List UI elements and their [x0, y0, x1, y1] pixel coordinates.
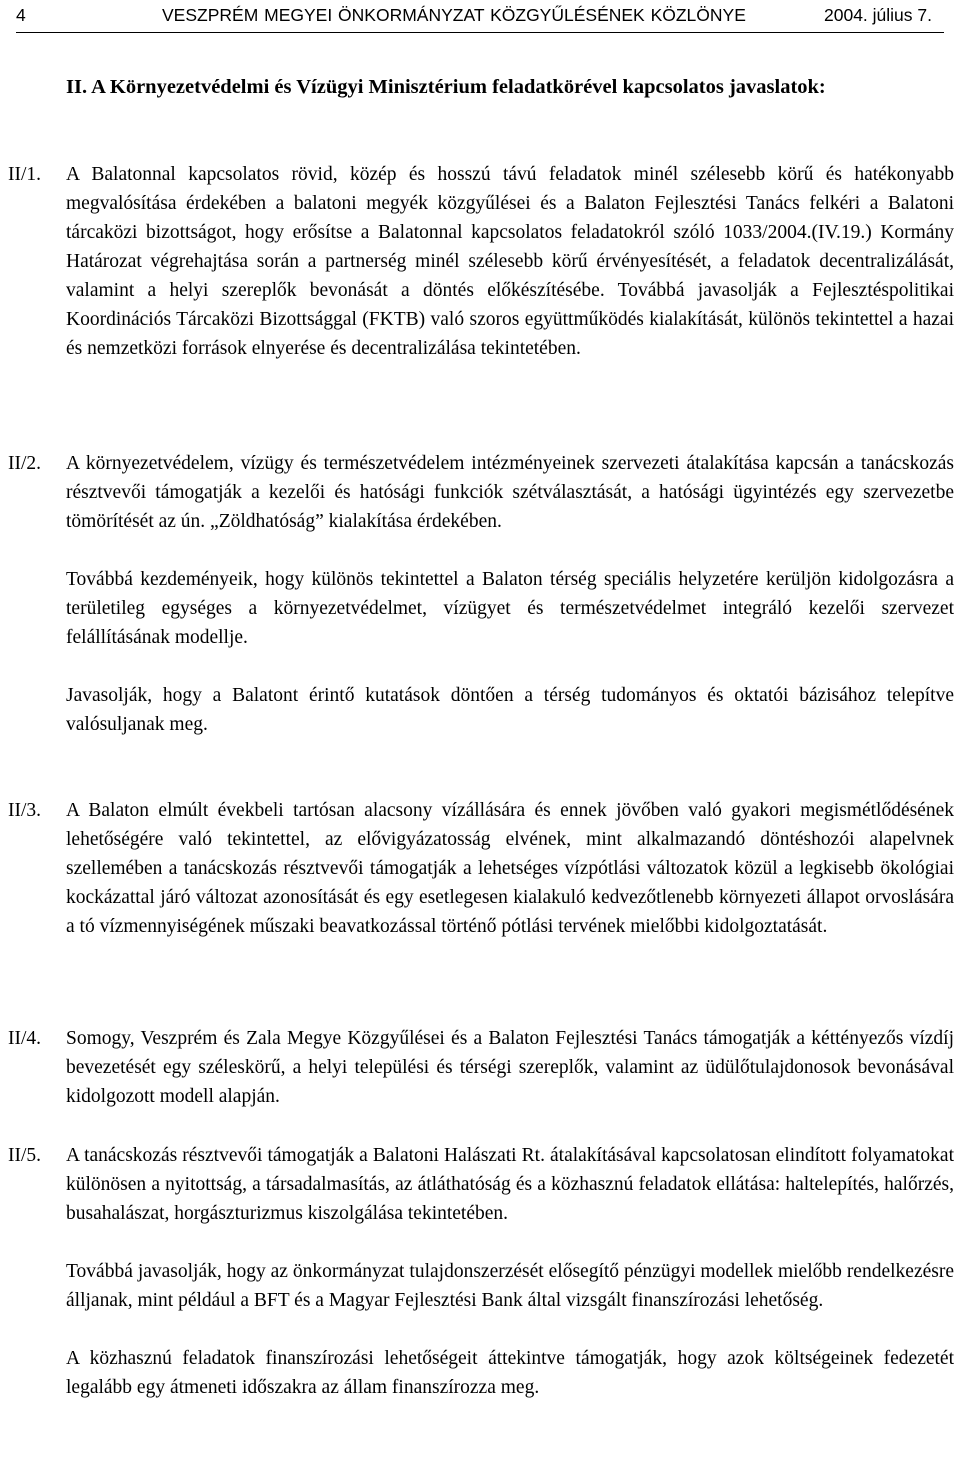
item-body: [66, 1024, 954, 1111]
item-number: II/1.: [8, 164, 42, 185]
issue-date: 2004. július 7.: [824, 5, 932, 25]
item-ii-1: [8, 160, 954, 363]
item-paragraph: Továbbá kezdeményeik, hogy különös tekintettel a Balaton térség speciális helyzetére kerüljön kidolgozásra a területileg egységes a környezetvédelmet, vízügyet és természetvédelmet integráló kezelői szervezet felállításának modellje.: [66, 569, 954, 648]
item-body: [66, 1141, 954, 1402]
item-number: II/4.: [8, 1028, 42, 1049]
item-paragraph: Továbbá javasolják, hogy az önkormányzat tulajdonszerzését elősegítő pénzügyi modellek mielőbb rendelkezésre álljanak, mint például a BFT és a Magyar Fejlesztési Bank által vizsgált finanszírozási lehetőség.: [66, 1261, 954, 1311]
item-number: II/5.: [8, 1145, 42, 1166]
item-paragraph: Javasolják, hogy a Balatont érintő kutatások döntően a térség tudományos és oktatói bázisához telepítve valósuljanak meg.: [66, 685, 954, 735]
item-paragraph: A közhasznú feladatok finanszírozási lehetőségeit áttekintve támogatják, hogy azok költségeinek fedezetét legalább egy átmeneti időszakra az állam finanszírozza meg.: [66, 1348, 954, 1398]
item-body: [66, 796, 954, 941]
page-number: 4: [16, 5, 26, 25]
running-title: VESZPRÉM MEGYEI ÖNKORMÁNYZAT KÖZGYŰLÉSÉNEK KÖZLÖNYE: [162, 5, 746, 25]
item-body: [66, 160, 954, 363]
item-ii-5: [8, 1141, 954, 1402]
item-ii-4: [8, 1024, 954, 1111]
section-heading: II. A Környezetvédelmi és Vízügyi Minisztérium feladatkörével kapcsolatos javaslatok:: [66, 76, 826, 98]
item-paragraph: A Balatonnal kapcsolatos rövid, közép és hosszú távú feladatok minél szélesebb körű és hatékonyabb megvalósítása érdekében a balatoni megyék közgyűlései és a Balaton Fejlesztési Tanács felkéri a Balatoni tárcaközi bizottságot, hogy erősítse a Balatonnal kapcsolatos feladatokról szóló 1033/2004.(IV.19.) Kormány Határozat végrehajtása során a partnerség minél szélesebb körű érvényesítését, a feladatok decentralizálását, valamint a helyi szereplők bevonását a döntés előkészítésébe. Továbbá javasolják a Fejlesztéspolitikai Koordinációs Tárcaközi Bizottsággal (FKTB) való szoros együttműködés kialakítását, különös tekintettel a hazai és nemzetközi források elnyerése és decentralizálása tekintetében.: [66, 164, 954, 359]
item-paragraph: A Balaton elmúlt évekbeli tartósan alacsony vízállására és ennek jövőben való gyakori megismétlődésének lehetőségére való tekintettel, az elővigyázatosság elvének, mint alkalmazandó döntéshozói alapelvnek szellemében a tanácskozás résztvevői támogatják a lehetséges vízpótlási változatok közül a legkisebb ökológiai kockázattal járó változat azonosítását és egy esetlegesen kialakuló kedvezőtlenebb környezeti állapot orvoslására a tó vízmennyiségének műszaki beavatkozással történő pótlási tervének mielőbbi kidolgoztatását.: [66, 800, 954, 937]
item-paragraph: A környezetvédelem, vízügy és természetvédelem intézményeinek szervezeti átalakítása kapcsán a tanácskozás résztvevői támogatják a kezelői és hatósági funkciók szétválasztását, a hatósági ügyintézés egy szervezetbe tömörítését az ún. „Zöldhatóság” kialakítása érdekében.: [66, 453, 954, 532]
item-ii-2: [8, 449, 954, 739]
item-paragraph: A tanácskozás résztvevői támogatják a Balatoni Halászati Rt. átalakításával kapcsolatosan elindított folyamatokat különösen a nyitottság, a társadalmasítás, az átláthatóság és a közhasznú feladatok ellátása: haltelepítés, halőrzés, busahalászat, horgászturizmus kiszolgálása tekintetében.: [66, 1145, 954, 1224]
item-number: II/2.: [8, 453, 42, 474]
item-number: II/3.: [8, 800, 42, 821]
item-paragraph: Somogy, Veszprém és Zala Megye Közgyűlései és a Balaton Fejlesztési Tanács támogatják a kéttényezős vízdíj bevezetését egy széleskörű, a helyi települési és térségi szereplők, valamint az üdülőtulajdonosok bevonásával kidolgozott modell alapján.: [66, 1028, 954, 1107]
item-ii-3: [8, 796, 954, 941]
item-body: [66, 449, 954, 739]
page-header: [16, 2, 944, 33]
